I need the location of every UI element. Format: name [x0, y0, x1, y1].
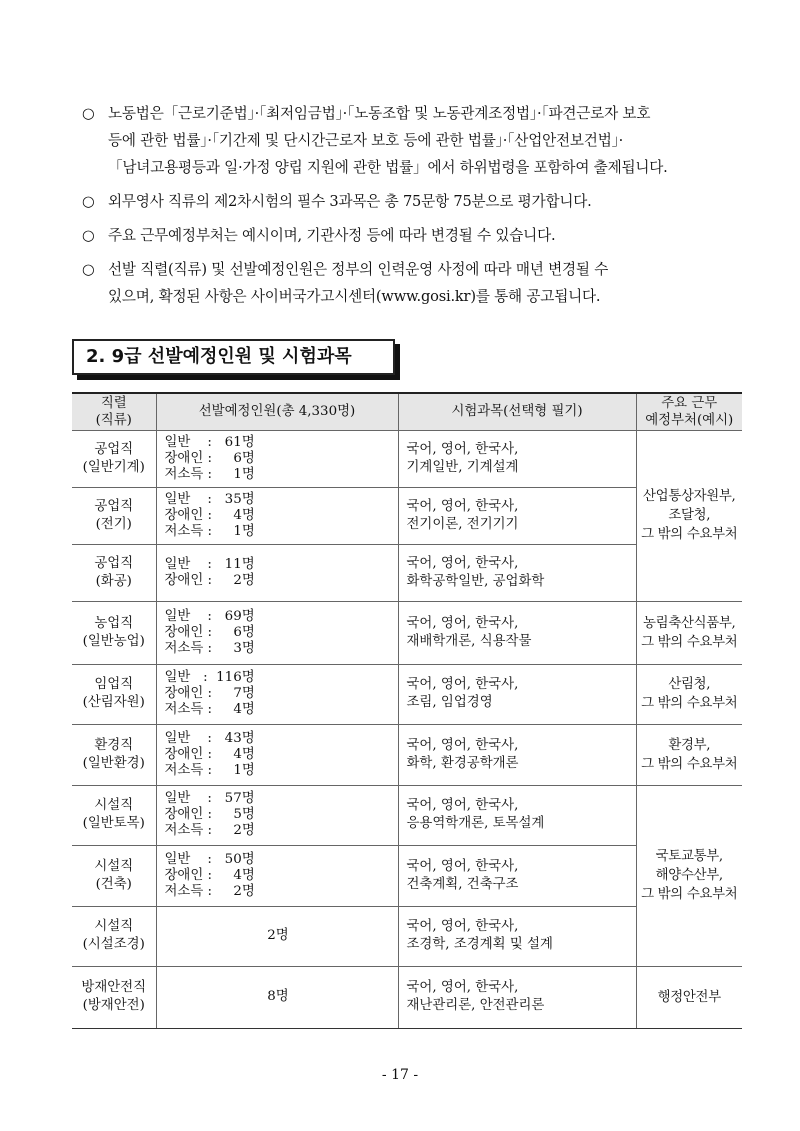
note-line: 노동법은「근로기준법」·「최저임금법」·「노동조합 및 노동관계조정법」·「파견근로자 보호 [108, 105, 651, 122]
subjects-cell: 국어, 영어, 한국사, 조림, 임업경영 [398, 664, 636, 724]
subjects-cell: 국어, 영어, 한국사, 건축계획, 건축구조 [398, 845, 636, 906]
subjects-cell: 국어, 영어, 한국사, 응용역학개론, 토목설계 [398, 785, 636, 845]
quota-cell: 2명 [156, 906, 398, 966]
circle-bullet-icon: ○ [82, 261, 95, 278]
quota-cell: 일반 : 61명 장애인 : 6명 저소득 : 1명 [156, 430, 398, 487]
quota-cell: 일반 : 69명 장애인 : 6명 저소득 : 3명 [156, 601, 398, 664]
notes-list [82, 100, 742, 317]
dept-cell: 행정안전부 [636, 966, 742, 1028]
quota-cell: 일반 : 35명 장애인 : 4명 저소득 : 1명 [156, 487, 398, 544]
page-number: - 17 - [381, 1067, 419, 1083]
post-cell: 공업직 (전기) [72, 487, 156, 544]
table-row [72, 601, 742, 664]
section-title: 2. 9급 선발예정인원 및 시험과목 [72, 339, 395, 375]
subjects-cell: 국어, 영어, 한국사, 화학공학일반, 공업화학 [398, 544, 636, 601]
note-foreign-service [82, 188, 742, 215]
subjects-cell: 국어, 영어, 한국사, 재배학개론, 식용작물 [398, 601, 636, 664]
note-quota-change [82, 256, 742, 310]
note-departments [82, 222, 742, 249]
quota-cell: 일반 : 57명 장애인 : 5명 저소득 : 2명 [156, 785, 398, 845]
dept-cell: 환경부, 그 밖의 수요부처 [636, 724, 742, 785]
note-labor-law [82, 100, 742, 181]
post-cell: 시설직 (건축) [72, 845, 156, 906]
table-row [72, 724, 742, 785]
circle-bullet-icon: ○ [82, 227, 95, 244]
header-quota: 선발예정인원(총 4,330명) [156, 393, 398, 430]
dept-cell: 국토교통부, 해양수산부, 그 밖의 수요부처 [636, 785, 742, 966]
dept-cell: 산업통상자원부, 조달청, 그 밖의 수요부처 [636, 430, 742, 601]
dept-cell: 산림청, 그 밖의 수요부처 [636, 664, 742, 724]
table-row [72, 966, 742, 1028]
circle-bullet-icon: ○ [82, 193, 95, 210]
post-cell: 공업직 (일반기계) [72, 430, 156, 487]
quota-cell: 일반 : 50명 장애인 : 4명 저소득 : 2명 [156, 845, 398, 906]
subjects-cell: 국어, 영어, 한국사, 전기이론, 전기기기 [398, 487, 636, 544]
post-cell: 환경직 (일반환경) [72, 724, 156, 785]
quota-cell: 일반 : 43명 장애인 : 4명 저소득 : 1명 [156, 724, 398, 785]
quota-cell: 일반 : 116명 장애인 : 7명 저소득 : 4명 [156, 664, 398, 724]
note-line: 주요 근무예정부처는 예시이며, 기관사정 등에 따라 변경될 수 있습니다. [108, 227, 556, 244]
post-cell: 시설직 (시설조경) [72, 906, 156, 966]
note-line: 외무영사 직류의 제2차시험의 필수 3과목은 총 75문항 75분으로 평가합니다. [108, 193, 592, 210]
post-cell: 농업직 (일반농업) [72, 601, 156, 664]
post-cell: 시설직 (일반토목) [72, 785, 156, 845]
subjects-cell: 국어, 영어, 한국사, 조경학, 조경계획 및 설계 [398, 906, 636, 966]
quota-cell: 일반 : 11명 장애인 : 2명 [156, 544, 398, 601]
header-subjects: 시험과목(선택형 필기) [398, 393, 636, 430]
subjects-cell: 국어, 영어, 한국사, 기계일반, 기계설계 [398, 430, 636, 487]
post-cell: 방재안전직 (방재안전) [72, 966, 156, 1028]
table-header-row [72, 393, 742, 430]
note-line: 「남녀고용평등과 일·가정 양립 지원에 관한 법률」에서 하위법령을 포함하여 출제됩니다. [108, 159, 668, 176]
circle-bullet-icon: ○ [82, 105, 95, 122]
table-row [72, 785, 742, 845]
subjects-cell: 국어, 영어, 한국사, 재난관리론, 안전관리론 [398, 966, 636, 1028]
header-post: 직렬 (직류) [72, 393, 156, 430]
quota-cell: 8명 [156, 966, 398, 1028]
table-row [72, 430, 742, 487]
table-row [72, 664, 742, 724]
dept-cell: 농림축산식품부, 그 밖의 수요부처 [636, 601, 742, 664]
note-line: 등에 관한 법률」·「기간제 및 단시간근로자 보호 등에 관한 법률」·「산업안전보건법」· [108, 132, 624, 149]
post-cell: 임업직 (산림자원) [72, 664, 156, 724]
note-line: 선발 직렬(직류) 및 선발예정인원은 정부의 인력운영 사정에 따라 매년 변경될 수 [108, 261, 609, 278]
post-cell: 공업직 (화공) [72, 544, 156, 601]
header-dept: 주요 근무 예정부처(예시) [636, 393, 742, 430]
subjects-cell: 국어, 영어, 한국사, 화학, 환경공학개론 [398, 724, 636, 785]
recruitment-table [72, 392, 742, 1029]
note-line: 있으며, 확정된 사항은 사이버국가고시센터(www.gosi.kr)를 통해 공고됩니다. [108, 288, 601, 305]
